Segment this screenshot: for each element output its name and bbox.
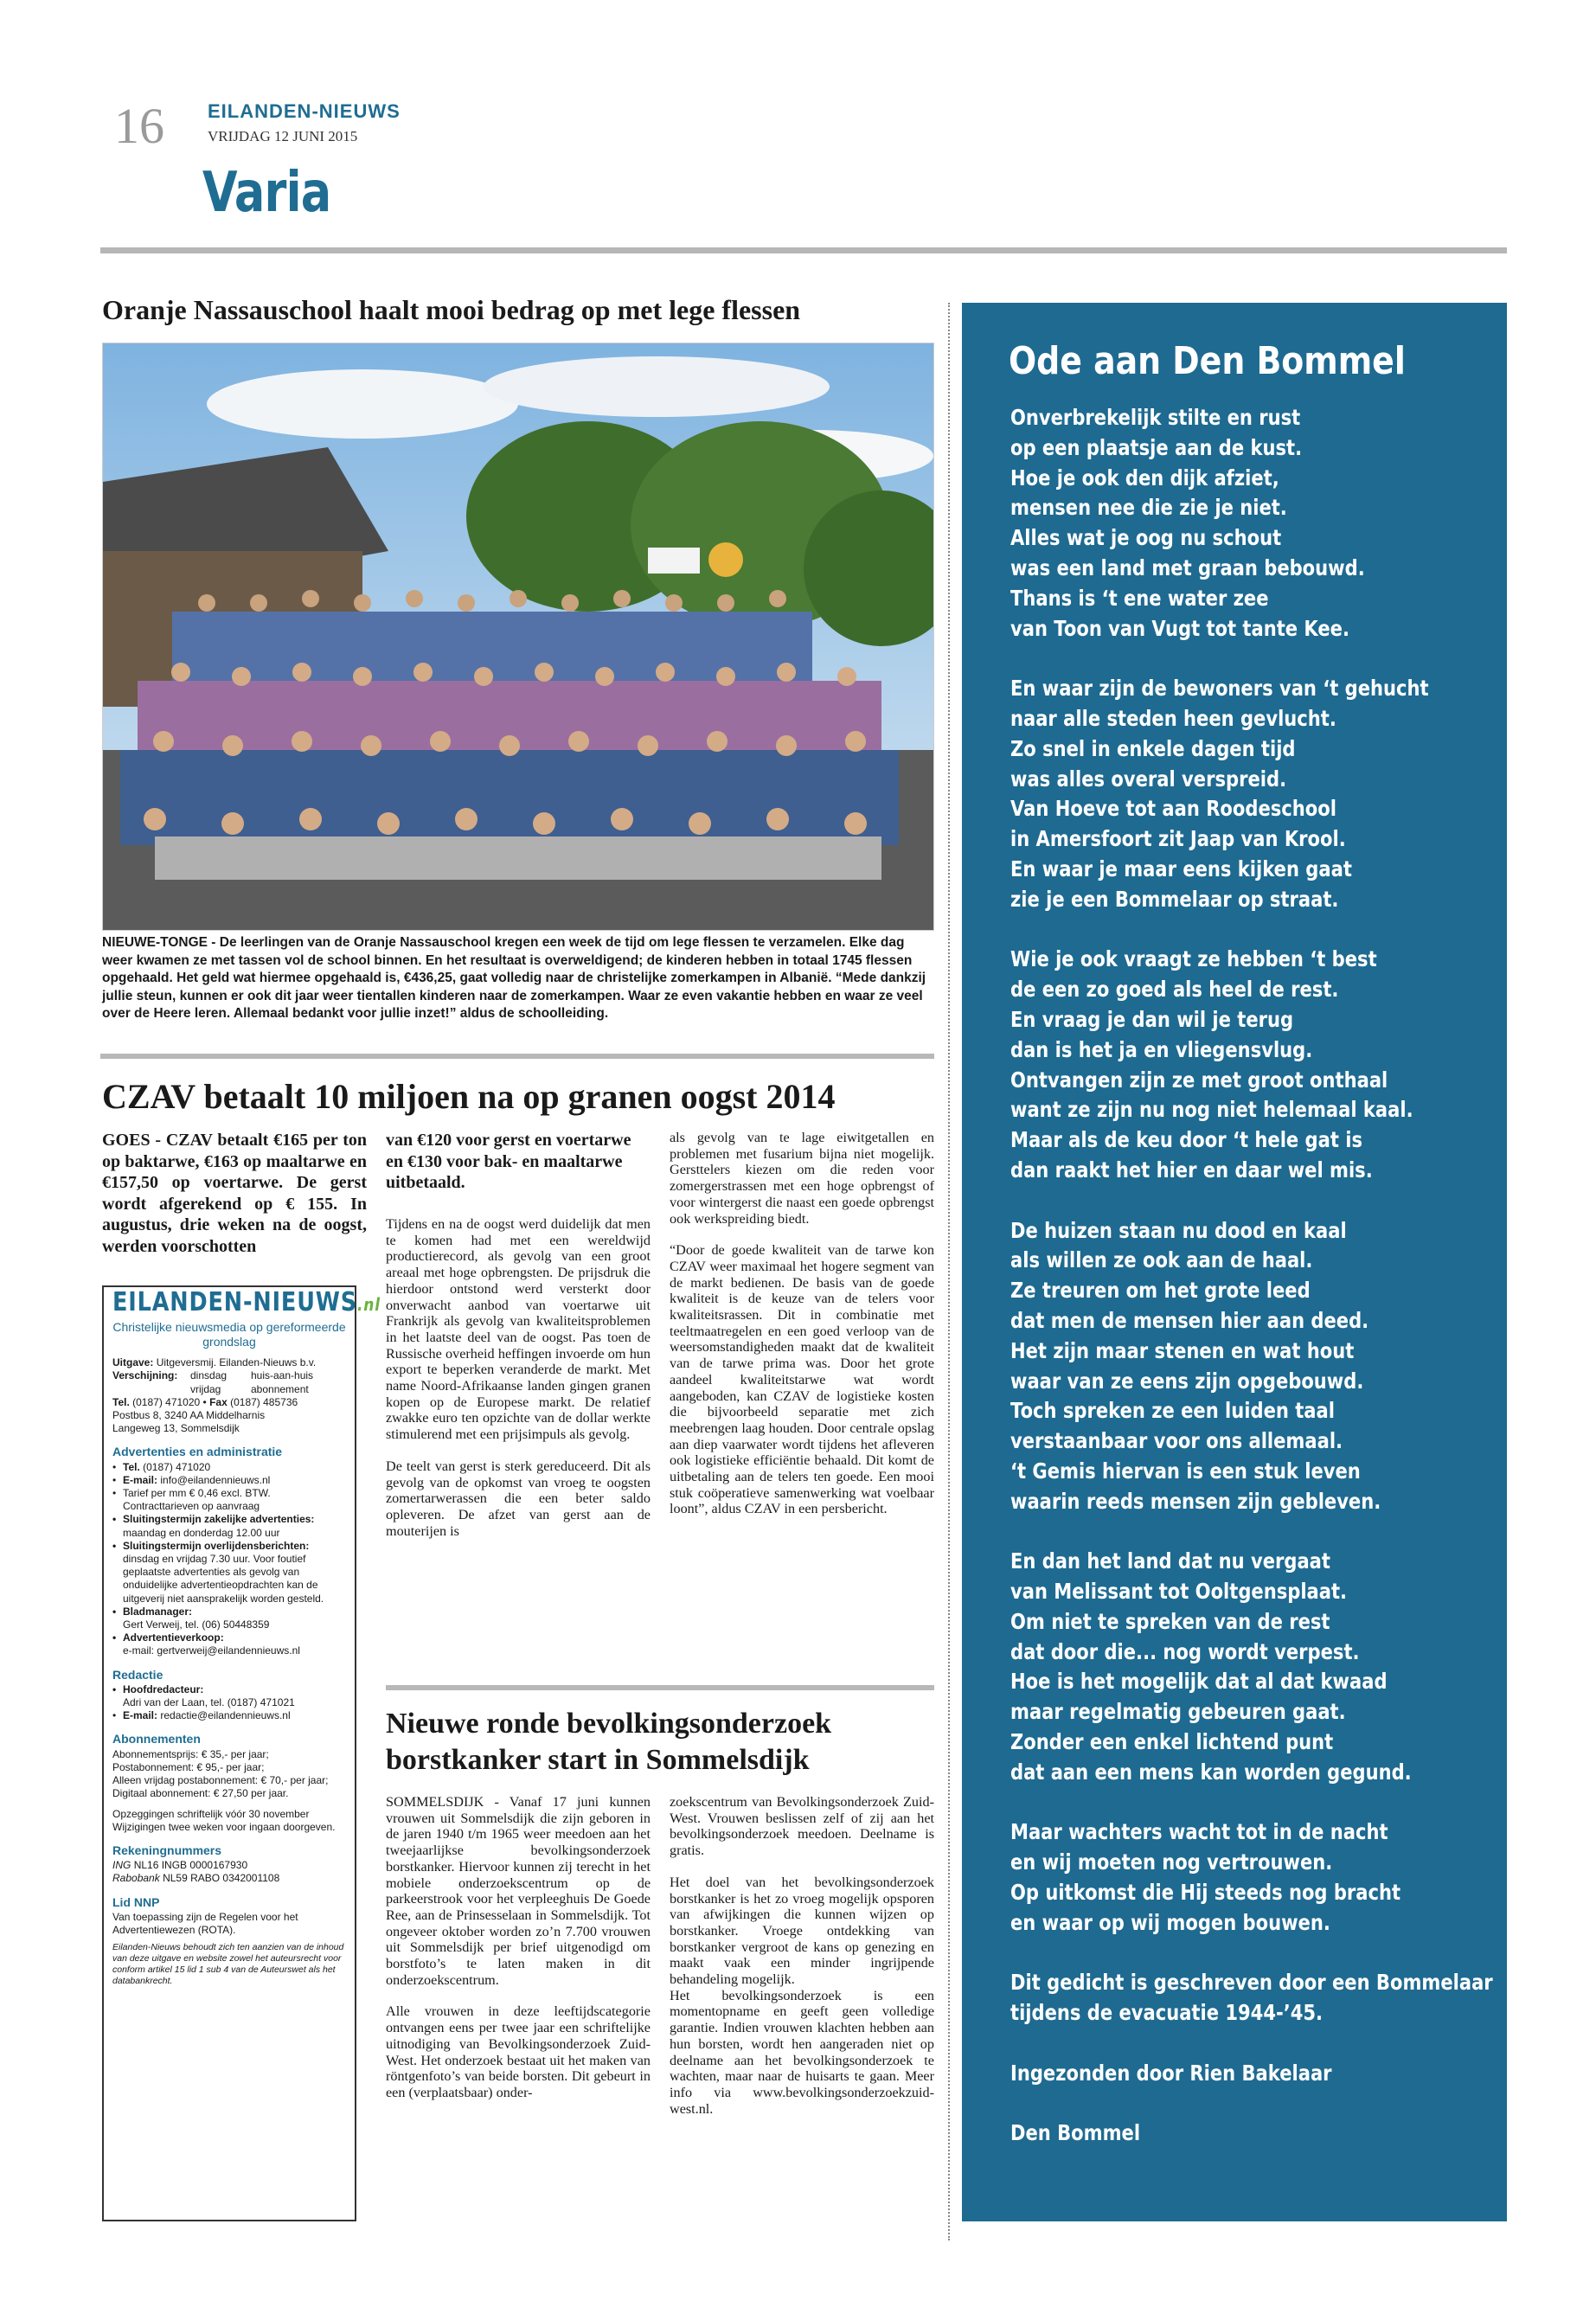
page-number: 16 — [114, 98, 164, 154]
colophon-heading: Abonnementen — [112, 1732, 201, 1747]
article2-headline: CZAV betaalt 10 miljoen na op granen oogst 2014 — [102, 1077, 836, 1116]
poem-line: als willen ze ook aan de haal. — [1010, 1247, 1313, 1273]
poem-line: dat aan een mens kan worden gegund. — [1010, 1759, 1412, 1785]
issue-date: VRIJDAG 12 JUNI 2015 — [208, 128, 358, 144]
poem-line: en wij moeten nog vertrouwen. — [1010, 1849, 1333, 1875]
colophon-heading: Lid NNP — [112, 1894, 160, 1909]
poem-line: Dit gedicht is geschreven door een Bommelaar — [1010, 1970, 1493, 1996]
article2-column3 — [670, 1130, 934, 1533]
poem-stanza — [1010, 674, 1427, 914]
poem-line: naar alle steden heen gevlucht. — [1010, 705, 1336, 731]
poem-stanza — [1010, 945, 1427, 1185]
poem-stanza — [1010, 2118, 1427, 2149]
poem-line: waar van ze eens zijn opgebouwd. — [1010, 1368, 1364, 1394]
paragraph: Tijdens en na de oogst werd duidelijk dat men te komen had met een wereldwijd productierecord, als gevolg van een groot areaal met hoge opbrengsten. De prijsdruk die hierdoor ontstond werd versterkt door onverwacht aanbod van voertarwe uit Frankrijk als gevolg van kwaliteitsproblemen in het laatste deel van de oogst. Pas toen de Russische overheid heffingen invoerde om hun export te beperken veranderde de markt. Met name Noord-Afrikaanse landen gingen granen kopen op de Europese markt. De relatief zwakke euro ten opzichte van de dollar werkte stimulerend met een prijsimpuls als gevolg. — [386, 1216, 651, 1443]
poem-line: Het zijn maar stenen en wat hout — [1010, 1337, 1355, 1363]
poem-stanza — [1010, 1817, 1427, 1938]
colophon-heading: Rekeningnummers — [112, 1843, 222, 1857]
poem-line: Van Hoeve tot aan Roodeschool — [1010, 796, 1336, 822]
poem-line: En waar je maar eens kijken gaat — [1010, 856, 1352, 881]
poem-line: dan is het ja en vliegensvlug. — [1010, 1036, 1313, 1062]
poem-line: ‘t Gemis hiervan is een stuk leven — [1010, 1458, 1361, 1484]
poem-line: mensen nee die zie je niet. — [1010, 495, 1287, 521]
article2-column2 — [386, 1216, 651, 1554]
poem-line: was alles overal verspreid. — [1010, 766, 1287, 792]
poem-title: Ode aan Den Bommel — [1009, 339, 1406, 383]
paragraph: Het doel van het bevolkingsonderzoek borstkanker is het zo vroeg mogelijk opsporen van afwijkingen die kunnen wijzen op borstkanker. Vroege ontdekking van borstkanker vergroot de kans op genezing en maakt vaak een minder ingrijpende behandeling mogelijk. — [670, 1874, 934, 1988]
top-rule — [100, 247, 1507, 253]
poem-stanza — [1010, 2059, 1427, 2089]
poem-line: Om niet te spreken van de rest — [1010, 1608, 1330, 1634]
poem-line: verstaanbaar voor ons allemaal. — [1010, 1428, 1343, 1454]
poem-stanza — [1010, 403, 1427, 644]
copyright-notice: Eilanden-Nieuws behoudt zich ten aanzien van de inhoud van deze uitgave en website zowel het auteursrecht voor conform artikel 15 lid 1 sub 4 van de Auteurswet als het databankrecht. — [112, 1942, 344, 1987]
poem-line: De huizen staan nu dood en kaal — [1010, 1217, 1347, 1243]
article3-headline: Nieuwe ronde bevolkingsonderzoek borstkanker start in Sommelsdijk — [386, 1708, 832, 1776]
poem-stanza — [1010, 1547, 1427, 1787]
poem-line: dat door die... nog wordt verpest. — [1010, 1638, 1360, 1664]
paragraph: De teelt van gerst is sterk gereduceerd. Dit als gevolg van de opkomst van vroeg te oogsten zomertarwerassen die een beter saldo opleveren. De afzet van gerst aan de mouterijen is — [386, 1458, 651, 1539]
poem-line: Ingezonden door Rien Bakelaar — [1010, 2060, 1332, 2086]
poem-line: van Toon van Vugt tot tante Kee. — [1010, 615, 1349, 641]
poem-line: tijdens de evacuatie 1944-’45. — [1010, 2000, 1324, 2026]
poem-body — [1010, 403, 1493, 2179]
poem-line: zie je een Bommelaar op straat. — [1010, 886, 1339, 912]
article3-column2 — [670, 1794, 934, 2132]
poem-stanza — [1010, 1968, 1493, 2029]
poem-line: Toch spreken ze een luiden taal — [1010, 1398, 1335, 1424]
poem-line: Zonder een enkel lichtend punt — [1010, 1729, 1334, 1755]
poem-line: want ze zijn nu nog niet helemaal kaal. — [1010, 1097, 1413, 1123]
section-rule — [100, 1054, 934, 1059]
paragraph: “Door de goede kwaliteit van de tarwe kon CZAV weer maximaal het hogere segment van de markt bedienen. De basis van de goede kwaliteit is de keuze van de telers voor kwaliteitsrassen. Dit in combinatie met teeltmaatregelen en een goed verloop van de weersomstandigheden maakt dat de kwaliteit van de tarwe prima was. Door het grote aandeel kwaliteitstarwe wat wordt aangeboden, kan CZAV de logistieke kosten die bijvoorbeeld separatie met zich meebrengen laag houden. Door centrale opslag aan diep vaarwater wordt tijdens het afleveren ook logistieke efficiëntie behaald. Dit komt de uitbetaling aan de telers ten goede. Een mooi stuk coöperatieve samenwerking wat voelbaar loont”, aldus CZAV in een persbericht. — [670, 1242, 934, 1517]
paragraph: SOMMELSDIJK - Vanaf 17 juni kunnen vrouwen uit Sommelsdijk die zijn geboren in de jaren 1940 t/m 1965 weer meedoen aan het tweejaarlijkse bevolkingsonderzoek borstkanker. Hiervoor kunnen zij terecht in het mobiele onderzoekscentrum op de parkeerstrook voor het verpleeghuis De Goede Ree, aan de Prinsesselaan in Sommelsdijk. Tot ongeveer oktober worden zo’n 7.700 vrouwen uit Sommelsdijk per brief uitgenodigd om borstfoto’s te laten maken in dit onderzoekscentrum. — [386, 1794, 651, 1988]
poem-line: Zo snel in enkele dagen tijd — [1010, 735, 1296, 761]
colophon-tagline: Christelijke nieuwsmedia op gereformeerde grondslag — [112, 1320, 346, 1349]
poem-line: En waar zijn de bewoners van ‘t gehucht — [1010, 676, 1429, 702]
poem-line: waarin reeds mensen zijn gebleven. — [1010, 1488, 1381, 1514]
poem-line: Wie je ook vraagt ze hebben ‘t best — [1010, 946, 1377, 972]
poem-line: dat men de mensen hier aan deed. — [1010, 1307, 1369, 1333]
poem-line: Ontvangen zijn ze met groot onthaal — [1010, 1067, 1388, 1093]
article1-headline: Oranje Nassauschool haalt mooi bedrag op met lege flessen — [102, 294, 801, 325]
poem-line: Maar als de keu door ‘t hele gat is — [1010, 1127, 1363, 1153]
poem-line: Thans is ‘t ene water zee — [1010, 585, 1269, 611]
poem-line: Hoe is het mogelijk dat al dat kwaad — [1010, 1669, 1388, 1695]
poem-line: Ze treuren om het grote leed — [1010, 1278, 1311, 1304]
brand-logo: EILANDEN-NIEUWS — [208, 100, 401, 122]
poem-line: Onverbrekelijk stilte en rust — [1010, 405, 1301, 430]
article2-lead: GOES - CZAV betaalt €165 per ton op baktarwe, €163 op maaltarwe en €157,50 op voertarwe. De gerst wordt afgerekend op € 155. In augustus, drie weken na de oogst, werden voorschotten — [102, 1131, 367, 1256]
poem-box — [962, 303, 1507, 2221]
poem-line: dan raakt het hier en daar wel mis. — [1010, 1157, 1373, 1183]
photo-caption: NIEUWE-TONGE - De leerlingen van de Oranje Nassauschool kregen een week de tijd om lege flessen te verzamelen. Elke dag weer kwamen ze met tassen vol de school binnen. En het resultaat is overweldigend; de kinderen hebben in totaal 1745 flessen opgehaald. Het geld wat hiermee opgehaald is, €436,25, gaat volledig naar de christelijke zomerkampen in Albanië. “Mede dankzij jullie steun, kunnen er ook dit jaar weer tientallen kinderen naar de zomerkampen. Waar ze even vakantie hebben en waar ze veel over de Heere leren. Allemaal bedankt voor jullie inzet!” aldus de schoolleiding. — [102, 935, 926, 1021]
paragraph: Alle vrouwen in deze leeftijdscategorie ontvangen eens per twee jaar een schriftelijke uitnodiging van Bevolkingsonderzoek Zuid-West. Het onderzoek bestaat uit het maken van röntgenfoto’s van beide borsten. Dit gebeurt in een (verplaatsbaar) onder- — [386, 2003, 651, 2100]
column-divider — [948, 303, 950, 2240]
paragraph: Het bevolkingsonderzoek is een momentopname en geeft geen volledige garantie. Indien vrouwen klachten hebben aan hun borsten, wordt hen aangeraden niet op deelname aan het bevolkingsonderzoek te wachten, maar naar de huisarts te gaan. Meer info via www.bevolkingsonderzoekzuid-west.nl. — [670, 1987, 934, 2117]
colophon-heading: Redactie — [112, 1667, 163, 1682]
poem-line: de een zo goed als heel de rest. — [1010, 977, 1339, 1003]
poem-line: En vraag je dan wil je terug — [1010, 1006, 1294, 1032]
paragraph: zoekscentrum van Bevolkingsonderzoek Zuid-West. Vrouwen beslissen zelf of zij aan het bevolkingsonderzoek meedoen. Deelname is gratis. — [670, 1794, 934, 1859]
poem-line: op een plaatsje aan de kust. — [1010, 434, 1303, 460]
poem-line: Op uitkomst die Hij steeds nog bracht — [1010, 1880, 1401, 1906]
section-rule — [386, 1685, 934, 1690]
article3-column1 — [386, 1794, 651, 2117]
poem-line: was een land met graan bebouwd. — [1010, 554, 1365, 580]
poem-line: Den Bommel — [1010, 2120, 1141, 2146]
poem-line: Hoe je ook den dijk afziet, — [1010, 465, 1279, 490]
colophon-logo: EILANDEN-NIEUWS.nl — [112, 1287, 381, 1317]
poem-line: Alles wat je oog nu schout — [1010, 525, 1282, 551]
colophon-heading: Advertenties en administratie — [112, 1445, 283, 1459]
poem-line: Maar wachters wacht tot in de nacht — [1010, 1819, 1388, 1845]
poem-line: En dan het land dat nu vergaat — [1010, 1548, 1330, 1574]
poem-stanza — [1010, 1216, 1427, 1517]
poem-line: en waar op wij mogen bouwen. — [1010, 1909, 1330, 1935]
group-photo-image — [103, 343, 933, 930]
article2-lead-continued: van €120 voor gerst en voertarwe en €130 voor bak- en maaltarwe uitbetaald. — [386, 1131, 631, 1192]
colophon-box: EILANDEN-NIEUWS.nl Christelijke nieuwsmedia op gereformeerde grondslag Uitgave: Uitgeversmij. Eilanden-Nieuws b.v. Verschijning: dinsdag huis-aan-huis vrijdag abonnement Tel. (0187) 471020 • Fax (0187) 485736 Postbus 8, 3240 AA Middelharnis Langeweg 13, Sommelsdijk Advertenties en administratie • Tel. (0187) 471020 • E-mail: info@eilandennieuws.nl • Tarief per mm € 0,46 excl. BTW. Contracttarieven op aanvraag • Sluitingstermijn zakelijke advertenties: maandag en donderdag 12.00 uur • Sluitingstermijn overlijdensberichten: dinsdag en vrijdag 7.30 uur. Voor foutief geplaatste advertenties als gevolg van onduidelijke advertentieopdrachten kan de uitgeverij niet aansprakelijk worden gesteld. • Bladmanager: Gert Verweij, tel. (06) 50448359 • Advertentieverkoop: e-mail: gertverweij@eilandennieuws.nl Redactie • Hoofdredacteur: Adri van der Laan, tel. (0187) 471021 • E-mail: redactie@eilandennieuws.nl Abonnementen Abonnementsprijs: € 35,- per jaar; Postabonnement: € 95,- per jaar; Alleen vrijdag postabonnement: € 70,- per jaar; Digitaal abonnement: € 27,50 per jaar. Opzeggingen schriftelijk vóór 30 november Wijzigingen twee weken voor ingaan doorgeven. Rekeningnummers ING NL16 INGB 0000167930 Rabobank NL59 RABO 0342001108 Lid NNP Van toepassing zijn de Regelen voor het Advertentiewezen (ROTA). Eilanden-Nieuws behoudt zich ten aanzien van de inhoud van deze uitgave en website zowel het auteursrecht voor conform artikel 15 lid 1 sub 4 van de Auteurswet als het databankrecht. — [102, 1285, 356, 2221]
poem-line: van Melissant tot Ooltgensplaat. — [1010, 1579, 1348, 1605]
poem-line: maar regelmatig gebeuren gaat. — [1010, 1699, 1346, 1725]
poem-line: in Amersfoort zit Jaap van Krool. — [1010, 826, 1346, 852]
section-title: Varia — [202, 161, 331, 225]
paragraph: als gevolg van te lage eiwitgetallen en problemen met fusarium bijna niet mogelijk. Gersttelers kiezen om die reden voor zomergerstrassen met een hoge opbrengst of voor wintergerst die naast een goede opbrengst ook werkspreiding biedt. — [670, 1130, 934, 1227]
school-group-photo — [102, 343, 934, 931]
